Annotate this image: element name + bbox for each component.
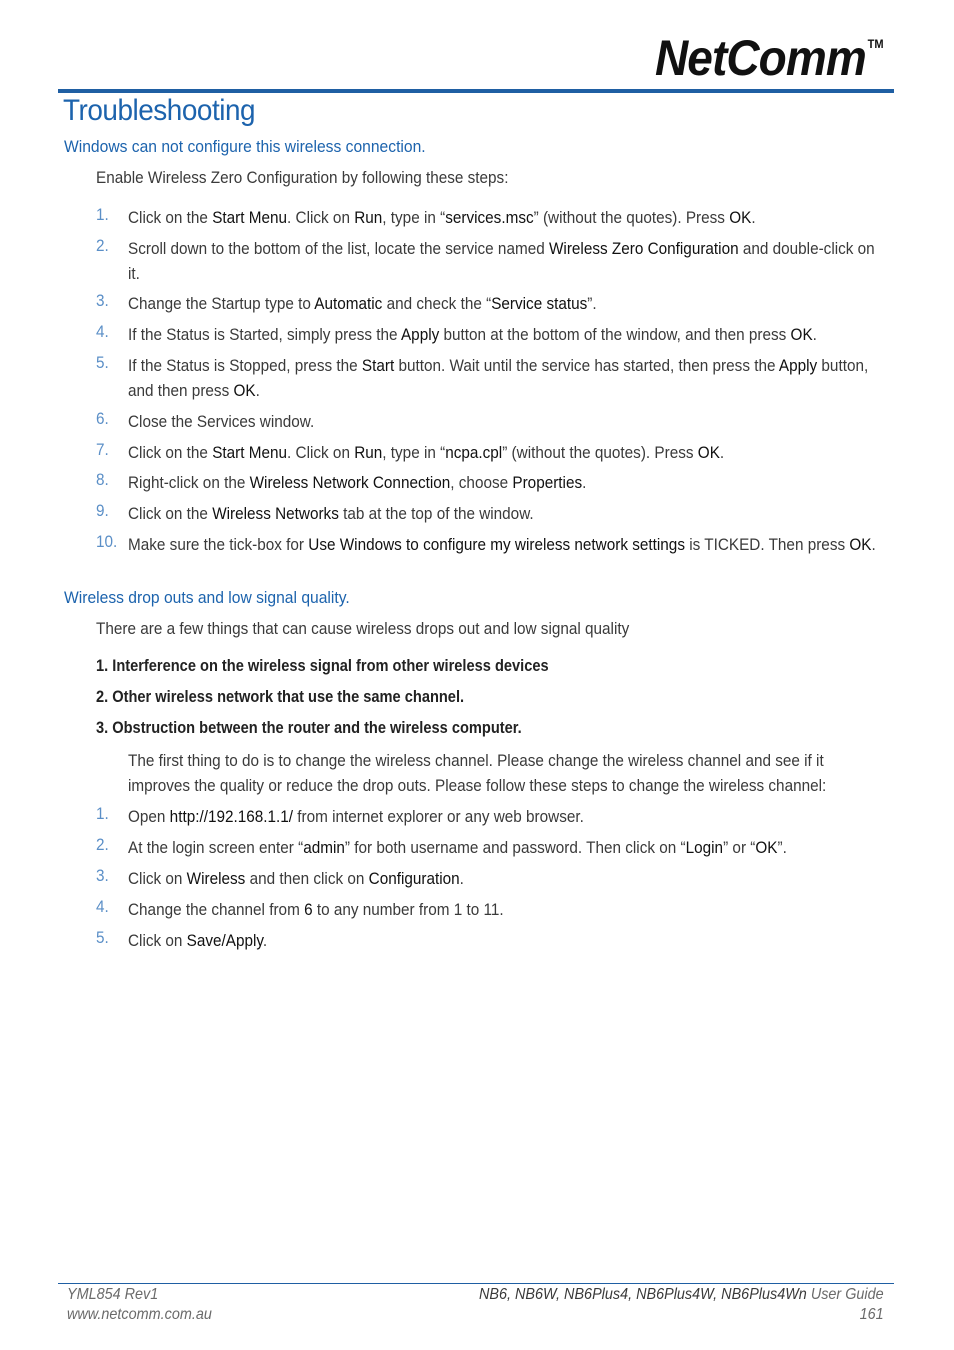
- step-text-part: and check the “: [382, 294, 492, 313]
- step-text-part: .: [459, 869, 464, 888]
- step-number: 8.: [96, 470, 109, 489]
- step-text-part: If the Status is Started, simply press the: [128, 325, 401, 344]
- step-number: 10.: [96, 532, 118, 551]
- ui-term: Run: [354, 208, 383, 227]
- step-number: 5.: [96, 353, 109, 372]
- cause-item: 2. Other wireless network that use the same channel.: [96, 687, 465, 706]
- step-text-part: button at the bottom of the window, and then press: [439, 325, 791, 344]
- step-text-part: tab at the top of the window.: [338, 504, 534, 523]
- step-text-part: .: [719, 443, 725, 462]
- step-text: [128, 322, 884, 347]
- step-text-part: .: [871, 535, 876, 554]
- step-number: 7.: [96, 440, 109, 459]
- step-text: [128, 835, 884, 860]
- ui-term: OK: [790, 325, 813, 344]
- step-text-part: .: [751, 208, 756, 227]
- step-text-part: , type in “: [382, 443, 446, 462]
- ui-term: OK: [697, 443, 720, 462]
- ui-term: Wireless Networks: [212, 504, 339, 523]
- step-text-part: ” (without the quotes). Press: [533, 208, 730, 227]
- ui-term: Apply: [400, 325, 440, 344]
- footer-website: www.netcomm.com.au: [67, 1306, 212, 1323]
- step-text-part: ” (without the quotes). Press: [502, 443, 698, 462]
- step-text-part: Change the channel from: [128, 900, 305, 919]
- step-text-part: Click on: [128, 869, 187, 888]
- step-text-part: Close the Services window.: [128, 412, 315, 431]
- ui-term: Start: [361, 356, 395, 375]
- ui-term: Wireless Zero Configuration: [548, 239, 739, 258]
- step-text: [128, 470, 884, 495]
- section-intro-dropouts: There are a few things that can cause wireless drops out and low signal quality: [96, 619, 630, 638]
- step-text-part: Click on the: [128, 504, 213, 523]
- step-number: 4.: [96, 897, 109, 916]
- step-text: [128, 353, 884, 403]
- step-text-part: Make sure the tick-box for: [128, 535, 309, 554]
- step-text-part: Click on the: [128, 208, 213, 227]
- step-number: 1.: [96, 205, 109, 224]
- step-text-part: ”.: [587, 294, 597, 313]
- ui-term: services.msc: [445, 208, 534, 227]
- ui-term: OK: [755, 838, 778, 857]
- step-text: [128, 291, 884, 316]
- step-text-part: At the login screen enter “: [128, 838, 304, 857]
- ui-term: Service status: [491, 294, 588, 313]
- step-text-part: Open: [128, 807, 170, 826]
- step-number: 5.: [96, 928, 109, 947]
- step-text: [128, 804, 884, 829]
- step-text-part: Click on the: [128, 443, 213, 462]
- step-text-part: and then click on: [245, 869, 369, 888]
- ui-term: OK: [233, 381, 256, 400]
- ui-term: http://192.168.1.1/: [169, 807, 294, 826]
- step-text-part: ” or “: [723, 838, 756, 857]
- step-text-part: and double-click on it.: [128, 239, 875, 283]
- step-number: 3.: [96, 866, 109, 885]
- step-text-part: Right-click on the: [128, 473, 250, 492]
- step-number: 3.: [96, 291, 109, 310]
- ui-term: admin: [303, 838, 345, 857]
- step-text-part: . Click on: [287, 443, 355, 462]
- step-text-part: , type in “: [382, 208, 446, 227]
- footer-guide-label: User Guide: [807, 1286, 884, 1303]
- step-text-part: .: [255, 381, 260, 400]
- ui-term: Start Menu: [212, 443, 288, 462]
- step-text: [128, 501, 884, 526]
- step-text: [128, 866, 884, 891]
- step-text-part: .: [262, 931, 268, 950]
- ui-term: Wireless: [186, 869, 246, 888]
- cause-item: 1. Interference on the wireless signal from other wireless devices: [96, 656, 549, 675]
- cause-item: 3. Obstruction between the router and the wireless computer.: [96, 718, 522, 737]
- step-number: 9.: [96, 501, 109, 520]
- ui-term: OK: [729, 208, 752, 227]
- step-text-part: is TICKED. Then press: [684, 535, 850, 554]
- step-text-part: button, and then press: [128, 356, 869, 400]
- page-title: Troubleshooting: [63, 94, 256, 127]
- step-text-part: from internet explorer or any web browser.: [293, 807, 584, 826]
- logo-text: NetComm: [655, 30, 866, 86]
- step-text: [128, 928, 884, 953]
- footer-page-number: 161: [859, 1306, 884, 1323]
- ui-term: Use Windows to configure my wireless network settings: [308, 535, 685, 554]
- netcomm-logo: [655, 30, 884, 86]
- step-text: [128, 897, 884, 922]
- ui-term: Save/Apply: [186, 931, 263, 950]
- section-heading-wzc: Windows can not configure this wireless connection.: [64, 137, 426, 156]
- ui-term: ncpa.cpl: [445, 443, 503, 462]
- step-text: [128, 532, 884, 557]
- ui-term: Login: [685, 838, 724, 857]
- ui-term: Run: [354, 443, 383, 462]
- step-text-part: button. Wait until the service has started, then press the: [394, 356, 779, 375]
- ui-term: Wireless Network Connection: [249, 473, 451, 492]
- step-text: [128, 205, 884, 230]
- step-text: [128, 409, 884, 434]
- step-text-part: , choose: [450, 473, 513, 492]
- step-text-part: to any number from 1 to 11.: [312, 900, 504, 919]
- step-text-part: .: [812, 325, 817, 344]
- step-text-part: ”.: [777, 838, 787, 857]
- step-text-part: .: [582, 473, 587, 492]
- footer-product-names: NB6, NB6W, NB6Plus4, NB6Plus4W, NB6Plus4Wn: [479, 1286, 808, 1303]
- logo-trademark: TM: [867, 37, 884, 51]
- ui-term: Configuration: [368, 869, 460, 888]
- step-text-part: Scroll down to the bottom of the list, locate the service named: [128, 239, 549, 258]
- section-intro-wzc: Enable Wireless Zero Configuration by following these steps:: [96, 168, 509, 187]
- section-heading-dropouts: Wireless drop outs and low signal quality.: [64, 588, 350, 607]
- footer-doc-code: YML854 Rev1: [67, 1286, 159, 1303]
- ui-term: Start Menu: [212, 208, 288, 227]
- step-text-part: . Click on: [287, 208, 355, 227]
- step-text: [128, 440, 884, 465]
- channel-explanation: The first thing to do is to change the wireless channel. Please change the wireless channel and see if it improves the quality or reduce the drop outs. Please follow these steps to change the wireless channel:: [128, 751, 827, 795]
- step-number: 6.: [96, 409, 109, 428]
- ui-term: Apply: [778, 356, 818, 375]
- step-text-part: Change the Startup type to: [128, 294, 315, 313]
- step-number: 4.: [96, 322, 109, 341]
- ui-term: 6: [304, 900, 313, 919]
- footer-product-title: [479, 1286, 884, 1304]
- step-text-part: If the Status is Stopped, press the: [128, 356, 362, 375]
- ui-term: OK: [849, 535, 872, 554]
- step-text-part: ” for both username and password. Then click on “: [344, 838, 686, 857]
- ui-term: Automatic: [314, 294, 383, 313]
- step-text-part: Click on: [128, 931, 187, 950]
- step-number: 1.: [96, 804, 109, 823]
- step-text: [128, 236, 884, 286]
- footer-rule: [58, 1283, 894, 1284]
- step-number: 2.: [96, 835, 109, 854]
- ui-term: Properties: [512, 473, 583, 492]
- step-number: 2.: [96, 236, 109, 255]
